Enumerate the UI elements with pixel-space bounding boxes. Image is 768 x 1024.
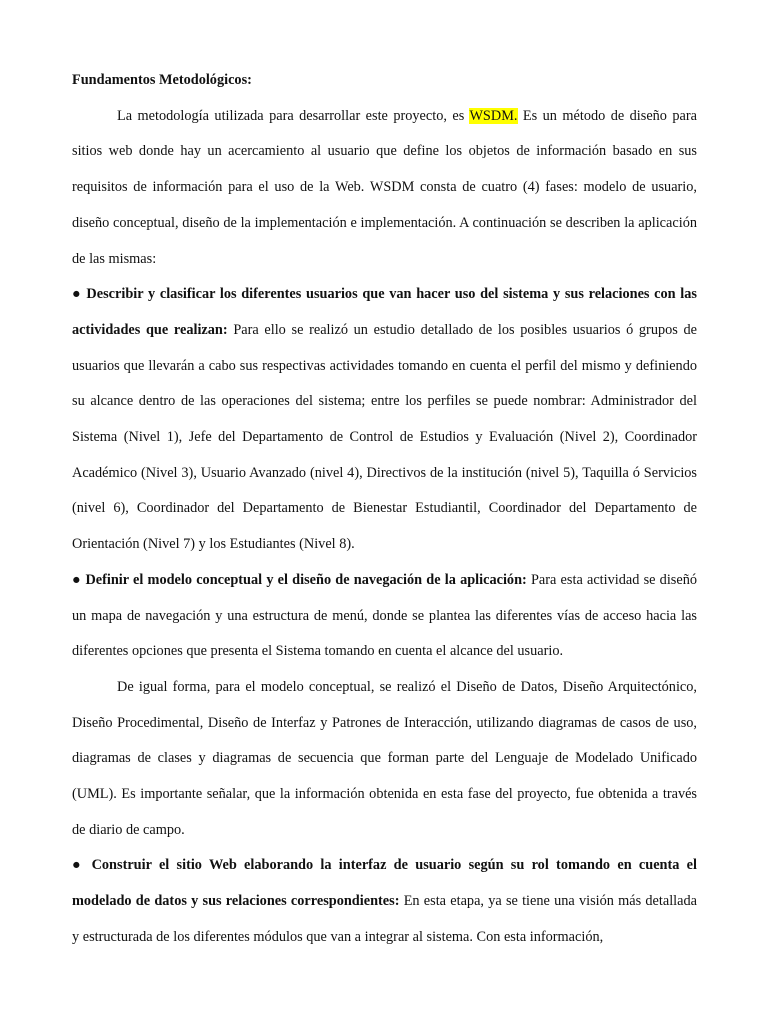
wsdm-highlight: WSDM.	[469, 107, 518, 124]
section-title: Fundamentos Metodológicos:	[72, 72, 252, 88]
bullet-heading-build: ● Construir el sitio Web elaborando la interfaz de usuario según su rol tomando en cuenta el modelado de datos y sus relaciones correspondientes:	[72, 857, 697, 910]
intro-text-end: Es un método de diseño para sitios web donde hay un acercamiento al usuario que define los objetos de información basado en sus requisitos de información para el uso de la Web. WSDM consta de cuatro (4) fases: modelo de usuario, diseño conceptual, diseño de la implementación e implementación. A continuación se describen la aplicación de las mismas:	[72, 107, 697, 267]
bullet-text-conceptual: Para esta actividad se diseñó un mapa de navegación y una estructura de menú, donde se plantea las diferentes vías de acceso hacia las diferentes opciones que presenta el Sistema tomando en cuenta el alcance del usuario.	[72, 571, 697, 660]
bullet-paragraph-users	[72, 277, 697, 563]
intro-paragraph	[72, 99, 697, 278]
document-page	[72, 63, 697, 956]
intro-text-start: La metodología utilizada para desarrollar este proyecto, es	[117, 107, 470, 124]
bullet-paragraph-conceptual	[72, 563, 697, 670]
bullet-text-build: En esta etapa, ya se tiene una visión más detallada y estructurada de los diferentes módulos que van a integrar al sistema. Con esta información,	[72, 893, 697, 945]
bullet-paragraph-build	[72, 848, 697, 955]
design-paragraph: De igual forma, para el modelo conceptual, se realizó el Diseño de Datos, Diseño Arquitectónico, Diseño Procedimental, Diseño de Interfaz y Patrones de Interacción, utilizando diagramas de casos de uso, diagramas de clases y diagramas de secuencia que forman parte del Lenguaje de Modelado Unificado (UML). Es importante señalar, que la información obtenida en esta fase del proyecto, fue obtenida a través de diario de campo.	[72, 678, 697, 838]
bullet-heading-users: ● Describir y clasificar los diferentes usuarios que van hacer uso del sistema y sus relaciones con las actividades que realizan:	[72, 286, 697, 338]
bullet-text-users: Para ello se realizó un estudio detallado de los posibles usuarios ó grupos de usuarios que llevarán a cabo sus respectivas actividades tomando en cuenta el perfil del mismo y definiendo su alcance dentro de las operaciones del sistema; entre los perfiles se puede nombrar: Administrador del Sistema (Nivel 1), Jefe del Departamento de Control de Estudios y Evaluación (Nivel 2), Coordinador Académico (Nivel 3), Usuario Avanzado (nivel 4), Directivos de la institución (nivel 5), Taquilla ó Servicios (nivel 6), Coordinador del Departamento de Bienestar Estudiantil, Coordinador del Departamento de Orientación (Nivel 7) y los Estudiantes (Nivel 8).	[72, 321, 697, 553]
bullet-heading-conceptual: ● Definir el modelo conceptual y el diseño de navegación de la aplicación:	[72, 571, 527, 588]
